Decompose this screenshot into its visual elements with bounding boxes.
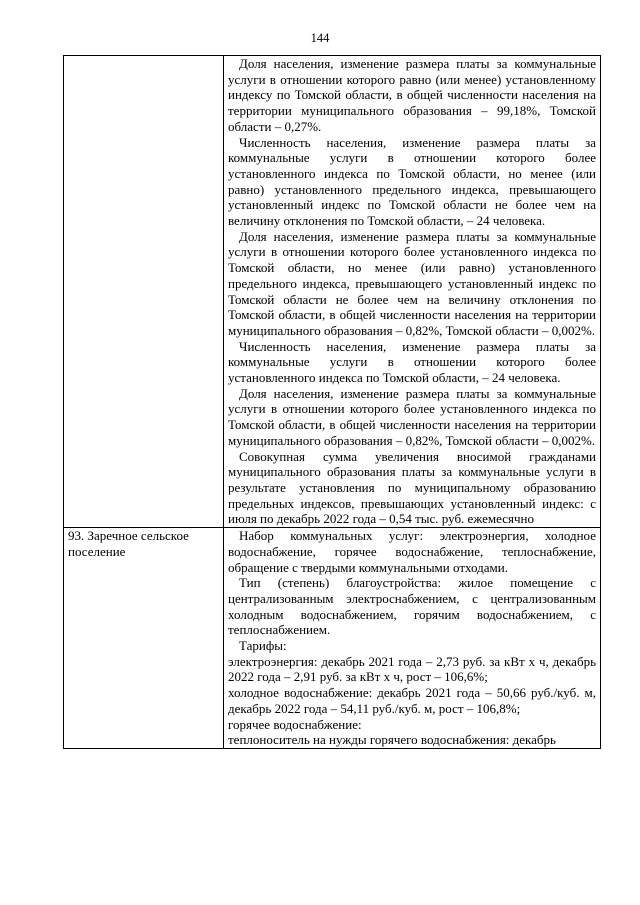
paragraph: Доля населения, изменение размера платы за коммунальные услуги в отношении которого равно (или менее) установленному индексу по Томской области, в общей численности населения на территории муниципального образования – 99,18%, Томской области – 0,27%. — [228, 56, 596, 134]
paragraph: Доля населения, изменение размера платы за коммунальные услуги в отношении которого более установленного индекса по Томской области, но менее (или равно) установленного предельного индекса, превышающего установленный индекс по Томской области не более чем на величину отклонения по Томской области, в общей численности населения на территории муниципального образования – 0,82%, Томской области – 0,002%. — [228, 228, 596, 338]
tariff-table — [63, 55, 601, 749]
row-label-cell — [64, 528, 224, 749]
paragraph: Численность населения, изменение размера платы за коммунальные услуги в отношении которого более установленного индекса по Томской области, но менее (или равно) установленного предельного индекса, превышающего установленный индекс по Томской области не более чем на величину отклонения по Томской области, – 24 человека. — [228, 134, 596, 229]
paragraph: теплоноситель на нужды горячего водоснабжения: декабрь — [228, 732, 556, 748]
paragraph: горячее водоснабжение: — [228, 716, 362, 732]
table-row — [64, 528, 601, 749]
table-row — [64, 56, 601, 528]
paragraph: Набор коммунальных услуг: электроэнергия, холодное водоснабжение, горячее водоснабжение, теплоснабжение, обращение с твердыми коммунальными отходами. — [228, 528, 596, 575]
row-label: 93. Заречное сельское поселение — [68, 528, 189, 559]
row-content-cell — [224, 56, 601, 528]
paragraph: Тарифы: — [239, 638, 287, 654]
paragraph: Тип (степень) благоустройства: жилое помещение с централизованным электроснабжением, с централизованным холодным водоснабжением, горячим водоснабжением, с теплоснабжением. — [228, 575, 596, 638]
paragraph: Совокупная сумма увеличения вносимой гражданами муниципального образования платы за коммунальные услуги в результате установления по муниципальному образованию предельных индексов, превышающих установленный индекс: с июля по декабрь 2022 года – 0,54 тыс. руб. ежемесячно — [228, 448, 596, 527]
row-content-cell — [224, 528, 601, 749]
paragraph: электроэнергия: декабрь 2021 года – 2,73 руб. за кВт x ч, декабрь 2022 года – 2,91 руб. за кВт x ч, рост – 106,6%; — [228, 653, 596, 685]
paragraph: холодное водоснабжение: декабрь 2021 года – 50,66 руб./куб. м, декабрь 2022 года – 54,11 руб./куб. м, рост – 106,8%; — [228, 685, 596, 716]
page-number: 144 — [310, 31, 330, 45]
row-label-cell — [64, 56, 224, 528]
paragraph: Доля населения, изменение размера платы за коммунальные услуги в отношении которого более установленного индекса по Томской области, в общей численности населения на территории муниципального образования – 0,82%, Томской области – 0,002%. — [228, 385, 596, 448]
paragraph: Численность населения, изменение размера платы за коммунальные услуги в отношении которого более установленного индекса по Томской области, – 24 человека. — [228, 338, 596, 386]
